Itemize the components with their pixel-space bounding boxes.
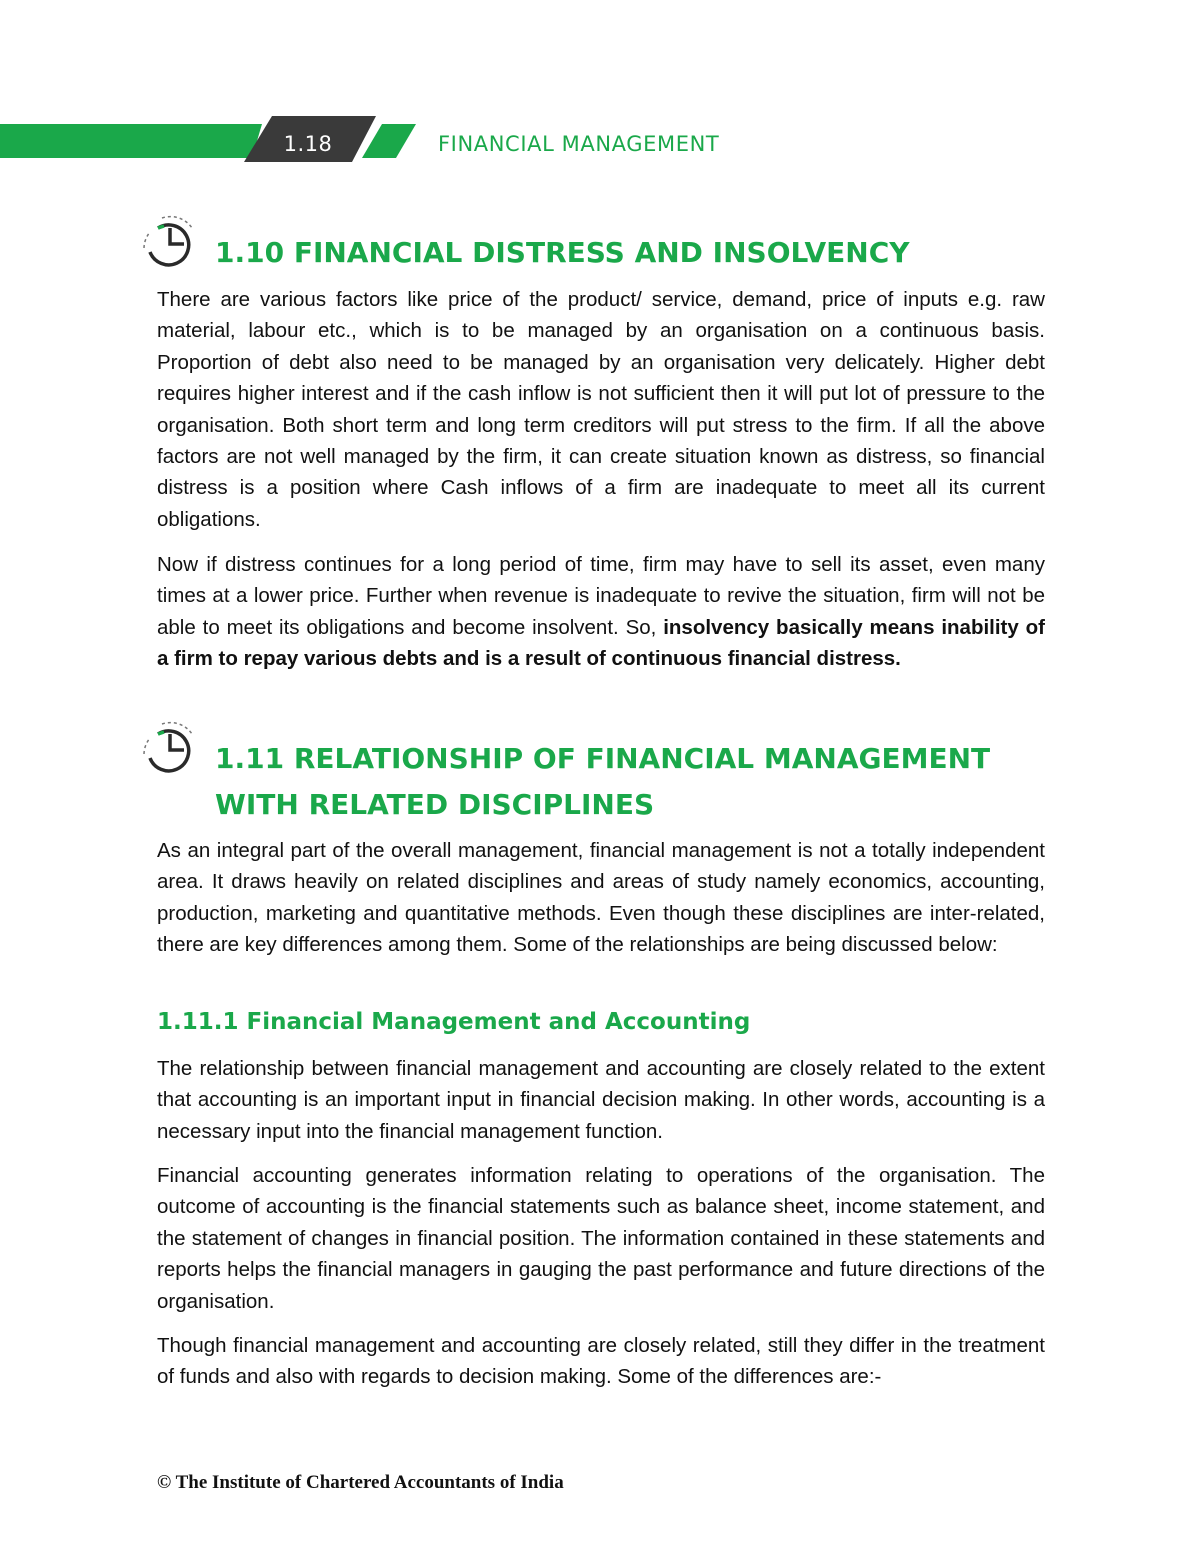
header-band-right <box>362 124 416 158</box>
section-title <box>215 736 1055 828</box>
section-1-10-paragraph-1: There are various factors like price of the product/ service, demand, price of inputs e.g. raw material, labour etc., which is to be managed by an organisation on a continuous basis. Proportion of debt also need to be managed by an organisation very delicately. Higher debt requires higher interest and if the cash inflow is not sufficient then it will put lot of pressure to the organisation. Both short term and long term creditors will put stress to the firm. If all the above factors are not well managed by the firm, it can create situation known as distress, so financial distress is a position where Cash inflows of a firm are inadequate to meet all its current obligations. <box>157 288 1045 531</box>
subsection-paragraph-3: Though financial management and accounting are closely related, still they differ in the treatment of funds and also with regards to decision making. Some of the differences are:- <box>157 1334 1045 1389</box>
chapter-title: FINANCIAL MANAGEMENT <box>438 132 720 156</box>
subsection-paragraph-2: Financial accounting generates information relating to operations of the organisation. The outcome of accounting is the financial statements such as balance sheet, income statement, and the statement of changes in financial position. The information contained in these statements and reports helps the financial managers in gauging the past performance and future directions of the organisation. <box>157 1164 1045 1313</box>
paragraph-text: Now if distress continues for a long period of time, firm may have to sell its asset, even many times at a lower price. Further when revenue is inadequate to revive the situation, firm will not be able to meet its obligations and become insolvent. So, <box>157 553 1045 639</box>
section-1-11-paragraph-1: As an integral part of the overall management, financial management is not a totally independent area. It draws heavily on related disciplines and areas of study namely economics, accounting, production, marketing and quantitative methods. Even though these disciplines are inter-related, there are key differences among them. Some of the relationships are being discussed below: <box>157 839 1045 957</box>
section-title: 1.10 FINANCIAL DISTRESS AND INSOLVENCY <box>215 236 910 269</box>
header-band-left <box>0 124 262 158</box>
clock-icon <box>140 720 200 780</box>
subsection-title: 1.11.1 Financial Management and Accounting <box>157 1009 751 1035</box>
insolvency-definition: insolvency basically means inability of a firm to repay various debts and is a result of continuous financial distress. <box>157 615 1046 671</box>
footer-copyright: © The Institute of Chartered Accountants of India <box>157 1472 564 1493</box>
page-number: 1.18 <box>283 132 333 156</box>
section-title-line-1: 1.11 RELATIONSHIP OF FINANCIAL MANAGEMENT <box>215 742 991 775</box>
subsection-paragraph-1: The relationship between financial management and accounting are closely related to the extent that accounting is an important input in financial decision making. In other words, accounting is a necessary input into the financial management function. <box>157 1057 1045 1143</box>
clock-icon <box>140 214 200 274</box>
section-title-line-2: WITH RELATED DISCIPLINES <box>215 788 655 821</box>
section-1-10-paragraph-2 <box>157 549 1045 675</box>
